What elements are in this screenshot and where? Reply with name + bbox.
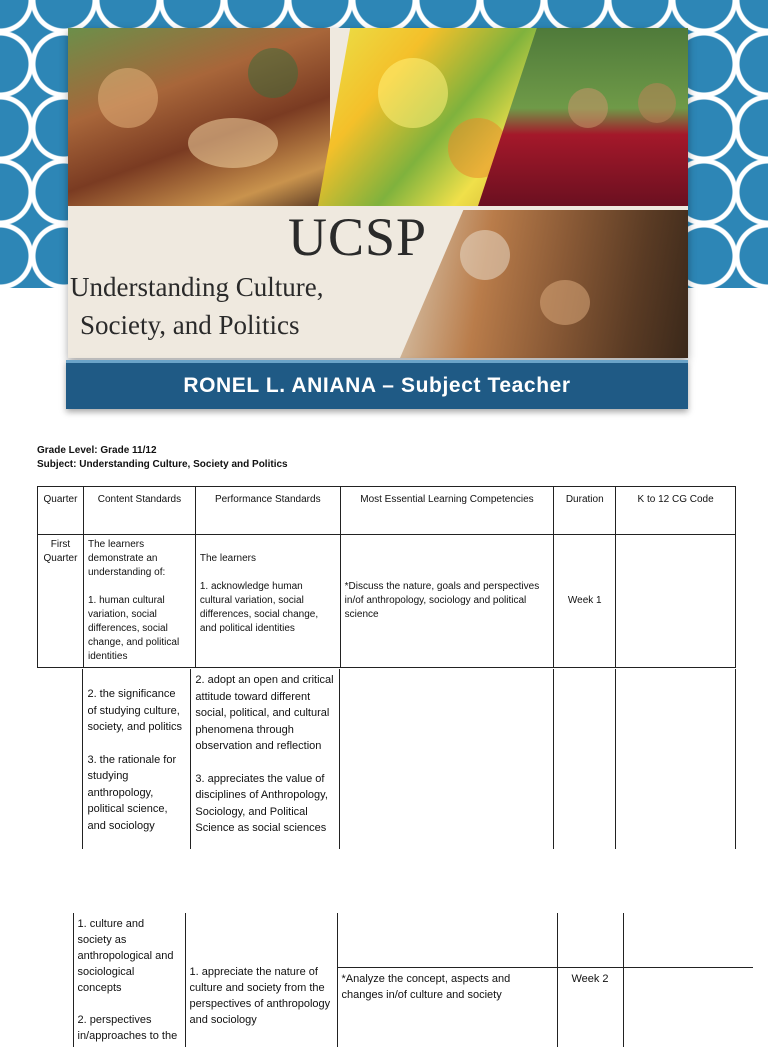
grade-level: Grade Level: Grade 11/12 <box>37 444 288 458</box>
competency-cell <box>340 669 554 849</box>
mother-child-photo <box>400 210 688 358</box>
curriculum-table-header <box>37 486 736 668</box>
feast-photo <box>68 28 330 206</box>
content-intro: The learners demonstrate an understanding of: <box>88 538 191 580</box>
document-meta <box>37 444 288 472</box>
performance-standards-cell <box>185 913 337 1047</box>
banner-card <box>68 28 688 358</box>
performance-standards-cell <box>191 669 340 849</box>
competency-cell: *Discuss the nature, goals and perspectives in/of anthropology, sociology and political science <box>340 535 554 668</box>
table-row <box>38 535 736 668</box>
performance-item: 1. appreciate the nature of culture and society from the perspectives of anthropology and sociology <box>190 964 333 1028</box>
duration-cell-blank <box>557 913 623 968</box>
empty-quarter-cell <box>37 669 83 849</box>
code-cell <box>616 669 736 849</box>
empty-quarter-cell <box>27 913 73 1047</box>
performance-item: 3. appreciates the value of disciplines of Anthropology, Sociology, and Political Science as social sciences <box>195 771 335 837</box>
performance-intro: The learners <box>200 552 336 566</box>
performance-item: 1. acknowledge human cultural variation, social differences, social change, and political identities <box>200 580 336 636</box>
content-item: 1. human cultural variation, social differences, social change, and political identities <box>88 594 191 664</box>
header-quarter: Quarter <box>38 487 84 535</box>
performance-standards-cell <box>195 535 340 668</box>
header-code: K to 12 CG Code <box>616 487 736 535</box>
table-header-row <box>38 487 736 535</box>
code-cell <box>623 968 753 1047</box>
content-standards-cell <box>83 535 195 668</box>
banner-title: UCSP <box>288 206 427 268</box>
header-duration: Duration <box>554 487 616 535</box>
duration-cell: Week 2 <box>557 968 623 1047</box>
competency-cell: *Analyze the concept, aspects and changes in/of culture and society <box>337 968 557 1047</box>
table-row <box>27 913 753 968</box>
table-row <box>37 669 736 849</box>
header-performance-standards: Performance Standards <box>195 487 340 535</box>
content-standards-cell <box>83 669 191 849</box>
content-item: 1. culture and society as anthropological and sociological concepts <box>78 916 181 996</box>
curriculum-table-continued <box>37 669 736 849</box>
quarter-cell: First Quarter <box>38 535 84 668</box>
code-cell <box>616 535 736 668</box>
content-item: 2. perspectives in/approaches to the <box>78 1012 181 1044</box>
content-item: 2. the significance of studying culture, society, and politics <box>87 686 186 736</box>
teacher-name-bar: RONEL L. ANIANA – Subject Teacher <box>66 360 688 409</box>
subtitle-line-2: Society, and Politics <box>70 306 323 344</box>
content-item: 3. the rationale for studying anthropology, political science, and sociology <box>87 752 186 835</box>
performance-item: 2. adopt an open and critical attitude toward different social, political, and cultural phenomena through observation and reflection <box>195 672 335 755</box>
subject: Subject: Understanding Culture, Society and Politics <box>37 458 288 472</box>
content-standards-cell <box>73 913 185 1047</box>
competency-cell-blank <box>337 913 557 968</box>
header-competencies: Most Essential Learning Competencies <box>340 487 554 535</box>
duration-cell <box>554 669 616 849</box>
subtitle-line-1: Understanding Culture, <box>70 268 323 306</box>
header-content-standards: Content Standards <box>83 487 195 535</box>
banner-subtitle <box>70 268 323 344</box>
code-cell-blank <box>623 913 753 968</box>
duration-cell: Week 1 <box>554 535 616 668</box>
curriculum-table-next-page <box>27 913 753 1047</box>
